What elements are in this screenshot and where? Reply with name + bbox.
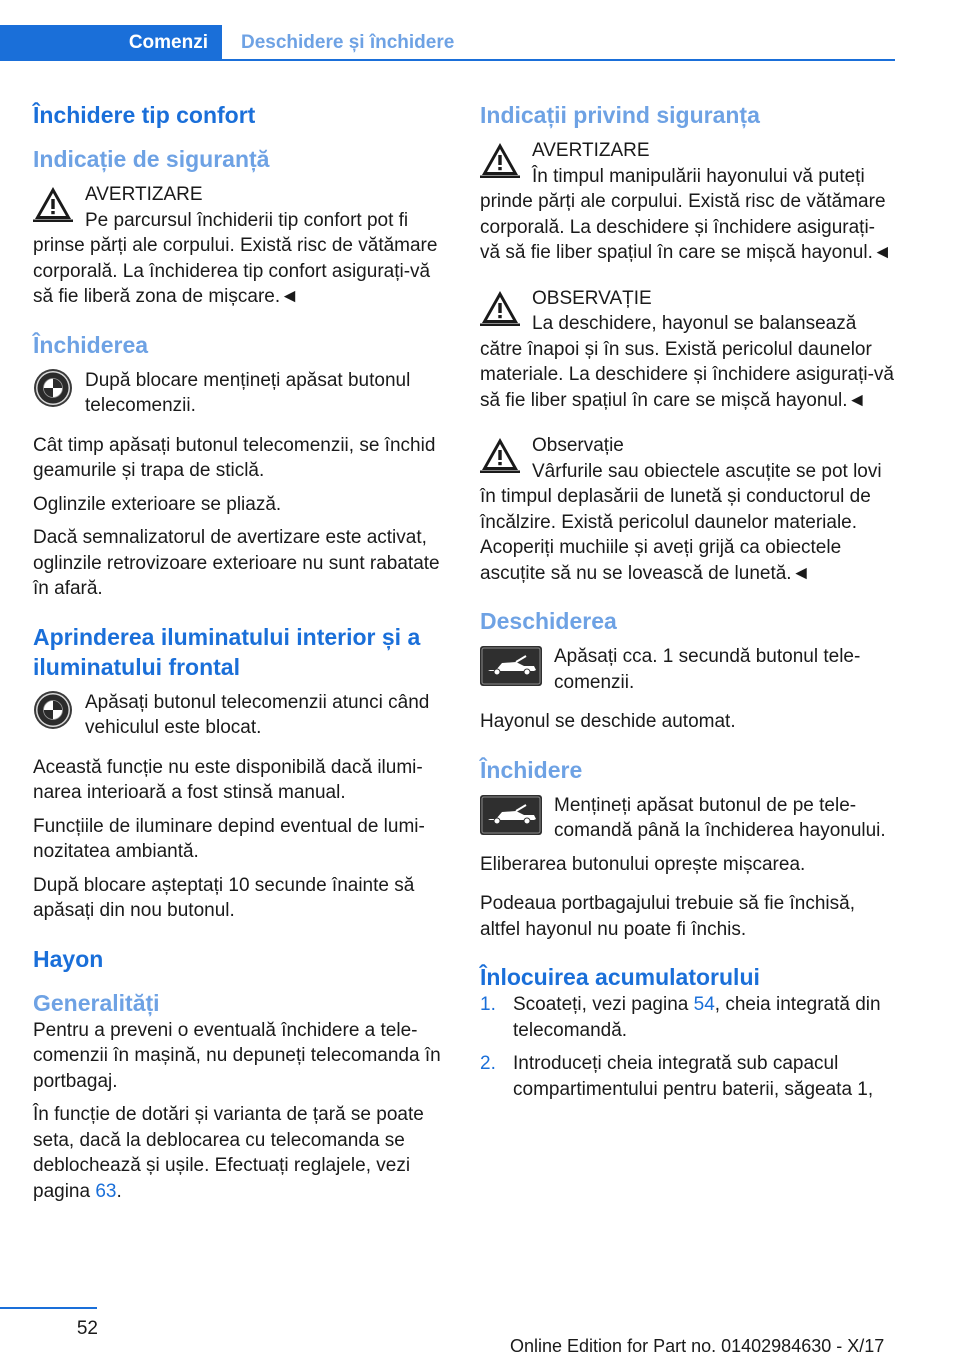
- warning-block: [480, 138, 895, 266]
- notice-block: [480, 433, 895, 586]
- warning-title: AVERTIZARE: [532, 140, 650, 161]
- steps-list: [480, 992, 895, 1102]
- page-reference-link[interactable]: 63: [95, 1180, 117, 1202]
- header-divider: [222, 59, 895, 61]
- subheading-opening: Deschiderea: [480, 608, 617, 634]
- paragraph: Hayonul se deschide automat.: [480, 711, 736, 732]
- notice-title: OBSERVAȚIE: [532, 287, 652, 309]
- list-item: [480, 992, 895, 1043]
- notice-body: Vârfurile sau obiectele ascuțite se pot lovi în timpul deplasării de lunetă și conductorul de încălzire. Există pericolul daunelor materiale. Acoperiți muchiile și aveți grijă ca obiectele ascuțite să nu se lovească de lunetă.◄: [480, 460, 882, 584]
- edition-note: Online Edition for Part no. 01402984630 - X/17: [510, 1336, 885, 1356]
- remote-instruction-text: După blocare mențineți apăsat butonul telecomenzii.: [85, 369, 411, 416]
- paragraph: Dacă semnalizatorul de avertizare este activat, oglinzile retrovizoare exterioare nu sunt rabatate în afară.: [33, 527, 440, 599]
- paragraph: Pentru a preveni o eventuală închidere a telecomenzii în mașină, nu depuneți telecomanda în portbagaj.: [33, 1019, 441, 1092]
- page-number: 52: [76, 1318, 98, 1339]
- car-trunk-icon: [480, 795, 542, 835]
- remote-instruction-text: Apăsați cca. 1 secundă butonul telecomenzii.: [554, 646, 861, 693]
- notice-title: Observație: [532, 435, 624, 456]
- car-trunk-icon: [480, 646, 542, 686]
- footer-divider: [0, 1307, 97, 1309]
- step-text: Introduceți cheia integrată sub capacul compartimentului pentru baterii, săgeata 1,: [513, 1053, 874, 1100]
- left-column: [33, 100, 448, 1204]
- paragraph: Oglinzile exterioare se pliază.: [33, 493, 282, 515]
- paragraph: Eliberarea butonului oprește mișcarea.: [480, 853, 806, 875]
- heading-battery: Înlocuirea acumulatorului: [480, 964, 760, 990]
- warning-body: Pe parcursul închiderii tip confort pot fi prinse părți ale corpului. Există risc de vătămare corporală. La închiderea tip confort asigurați-vă să fie liberă zona de mișcare.◄: [33, 209, 438, 307]
- heading-hayon: Hayon: [33, 945, 104, 972]
- subheading-safety: Indicație de siguranță: [33, 146, 270, 172]
- remote-instruction-text: Apăsați butonul telecomenzii atunci când vehiculul este blocat.: [85, 691, 430, 738]
- header-bar: [0, 25, 895, 61]
- subheading-closing: Închiderea: [33, 331, 149, 358]
- paragraph: După blocare așteptați 10 secunde înainte să apăsați din nou butonul.: [33, 874, 415, 921]
- remote-instruction-text: Mențineți apăsat butonul de pe telecomandă până la închiderea hayonului.: [554, 794, 886, 841]
- remote-instruction: [33, 368, 448, 419]
- warning-icon: [33, 184, 73, 222]
- paragraph-text: În funcție de dotări și varianta de țară se poate seta, dacă la deblocarea cu telecomanda se deblochează și ușile. Efectuați reglajele, vezi pagina: [33, 1104, 424, 1202]
- tab-deschidere-inchidere[interactable]: Deschidere și închidere: [241, 32, 455, 53]
- step-number: 2.: [480, 1053, 496, 1074]
- heading-comfort-close: Închidere tip confort: [33, 102, 256, 128]
- paragraph: Funcțiile de iluminare depind eventual de luminozitatea ambiantă.: [33, 815, 425, 862]
- warning-icon: [480, 435, 520, 473]
- notice-block: [480, 286, 895, 414]
- notice-body: La deschidere, hayonul se balansează către înapoi și în sus. Există pericolul daunelor materiale. La deschidere și închidere asigurați-vă să fie liber spațiul în care se mișcă hayonul.◄: [480, 313, 894, 411]
- step-number: 1.: [480, 994, 496, 1015]
- warning-title: AVERTIZARE: [85, 184, 203, 205]
- paragraph: [33, 1102, 448, 1204]
- warning-icon: [480, 140, 520, 178]
- warning-block: [33, 182, 448, 310]
- remote-instruction: [480, 644, 895, 695]
- remote-instruction: [480, 793, 895, 844]
- page-reference-link[interactable]: 54: [693, 994, 715, 1015]
- heading-lights: Aprinderea iluminatului interior și a iluminatului frontal: [33, 623, 421, 680]
- step-text: Scoateți, vezi pagina: [513, 994, 694, 1015]
- list-item: [480, 1051, 895, 1102]
- subheading-general: Generalități: [33, 989, 160, 1016]
- paragraph-end: .: [116, 1180, 122, 1202]
- subheading-closing: Închidere: [480, 756, 583, 783]
- subheading-safety-notes: Indicații privind siguranța: [480, 102, 760, 128]
- paragraph: Cât timp apăsați butonul telecomenzii, se închid geamurile și trapa de sticlă.: [33, 434, 436, 481]
- warning-icon: [480, 288, 520, 326]
- right-column: [480, 100, 895, 1102]
- paragraph: Podeaua portbagajului trebuie să fie închisă, altfel hayonul nu poate fi închis.: [480, 893, 855, 940]
- tab-comenzi[interactable]: Comenzi: [0, 25, 222, 61]
- bmw-key-icon: [33, 368, 73, 408]
- step-text-end: , cheia integrată din telecomandă.: [513, 994, 881, 1041]
- warning-body: În timpul manipulării hayonului vă puteți prinde părți ale corpului. Există risc de vătămare corporală. La deschidere și închidere asigurați-vă să fie liber spațiul în care se mișcă hayonul.◄: [480, 165, 892, 263]
- bmw-key-icon: [33, 690, 73, 730]
- paragraph: Această funcție nu este disponibilă dacă iluminarea interioară a fost stinsă manual.: [33, 756, 423, 803]
- remote-instruction: [33, 690, 448, 741]
